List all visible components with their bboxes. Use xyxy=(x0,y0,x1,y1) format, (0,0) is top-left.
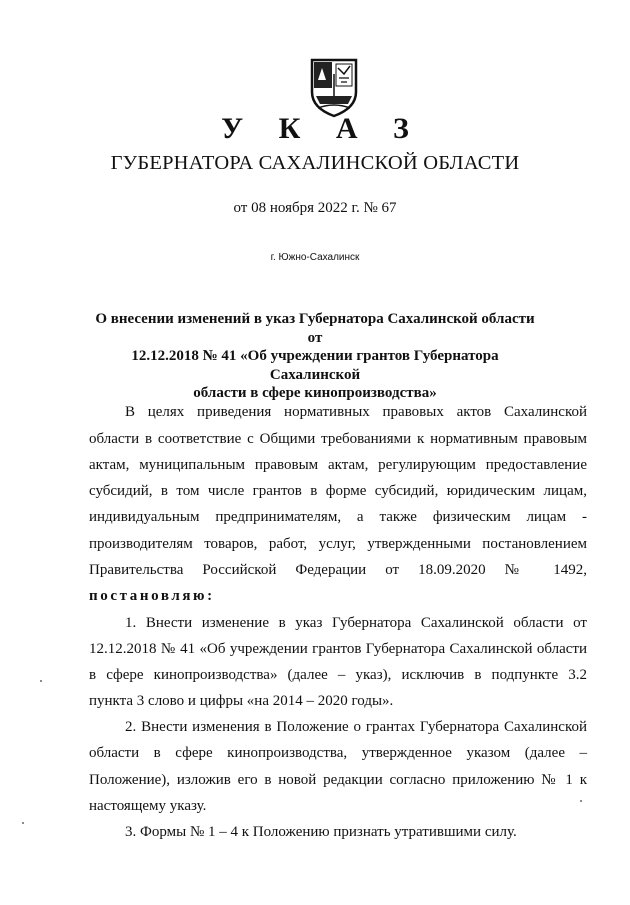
item-2-line: 2. Внести изменения в Положение о грантах Губернатора Сахалинской xyxy=(125,719,587,735)
item-1-line: 1. Внести изменение в указ Губернатора Сахалинской области от xyxy=(125,615,587,631)
title-line: О внесении изменений в указ Губернатора Сахалинской области от xyxy=(95,311,535,346)
item-1-line: пункта 3 слово и цифры «на 2014 – 2020 годы». xyxy=(89,693,394,709)
preamble-line: субсидий, в том числе грантов в форме субсидий, юридическим лицам, xyxy=(89,483,587,499)
preamble-line: актам, муниципальным правовым актам, регулирующим предоставление xyxy=(89,457,587,473)
item-3-line: 3. Формы № 1 – 4 к Положению признать утратившими силу. xyxy=(125,824,517,840)
sakhalin-coat-of-arms-icon xyxy=(308,56,360,118)
scan-speck xyxy=(580,800,582,802)
city-label: г. Южно-Сахалинск xyxy=(270,252,360,263)
item-2-line: настоящему указу. xyxy=(89,798,207,814)
item-1-line: 12.12.2018 № 41 «Об учреждении грантов Губернатора Сахалинской области xyxy=(89,641,587,657)
preamble-line: области в соответствие с Общими требованиями к нормативным правовым xyxy=(89,431,587,447)
preamble-line: В целях приведения нормативных правовых актов Сахалинской xyxy=(125,404,587,420)
preamble-line: производителям товаров, работ, услуг, утвержденными постановлением xyxy=(89,536,587,552)
resolve-word: постановляю: xyxy=(89,588,215,604)
scan-speck xyxy=(40,680,42,682)
preamble-line: индивидуальным предпринимателям, а также физическим лицам - xyxy=(89,509,587,525)
item-2-line: Положение), изложив его в новой редакции согласно приложению № 1 к xyxy=(89,772,587,788)
preamble-line: Правительства Российской Федерации от 18.09.2020 № 1492, xyxy=(89,562,587,578)
item-1-line: в сфере кинопроизводства» (далее – указ), исключив в подпункте 3.2 xyxy=(89,667,587,683)
document-kind-heading: У К А З xyxy=(221,112,423,145)
document-title xyxy=(88,310,542,403)
title-line: области в сфере кинопроизводства» xyxy=(193,385,437,401)
scan-speck xyxy=(22,822,24,824)
item-2-line: области в сфере кинопроизводства, утвержденное указом (далее – xyxy=(89,745,587,761)
issuer-heading: ГУБЕРНАТОРА САХАЛИНСКОЙ ОБЛАСТИ xyxy=(110,152,520,174)
title-line: 12.12.2018 № 41 «Об учреждении грантов Губернатора Сахалинской xyxy=(131,348,499,383)
date-and-number: от 08 ноября 2022 г. № 67 xyxy=(233,200,397,216)
